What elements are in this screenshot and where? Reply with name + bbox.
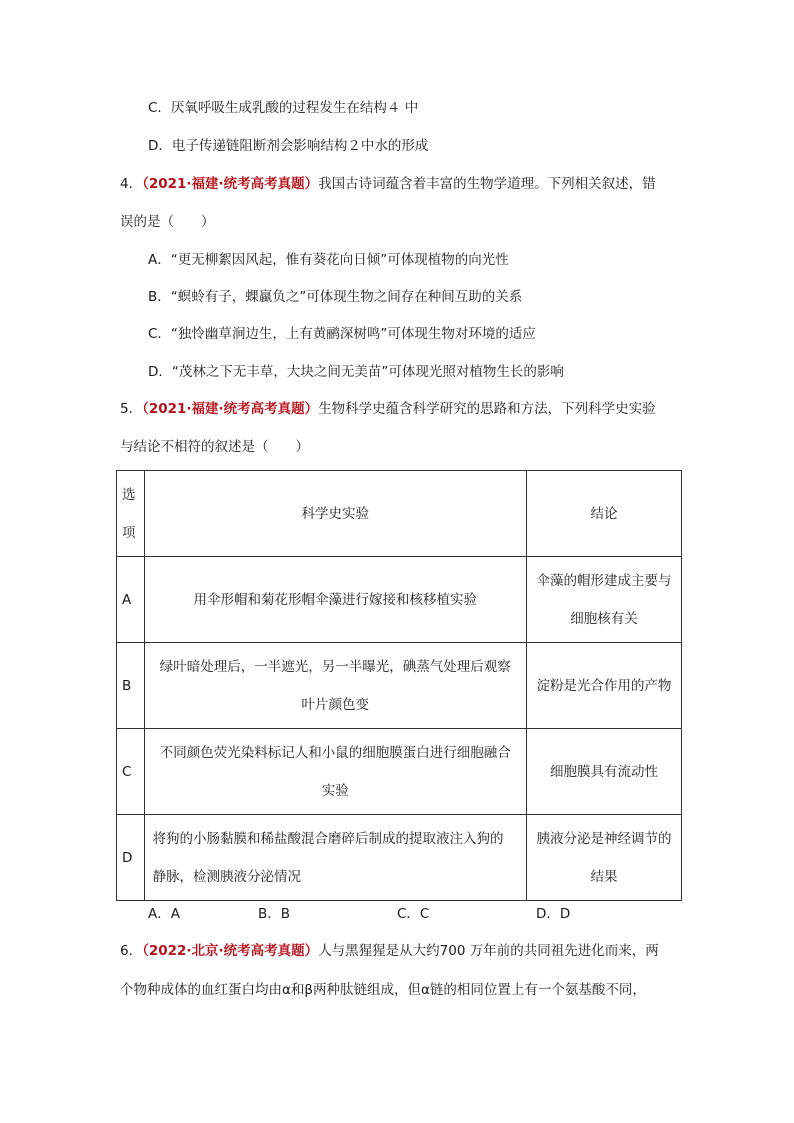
q5-answer-c: C．C	[397, 906, 430, 922]
row-conclusion	[527, 729, 682, 815]
row-option: C	[117, 729, 145, 815]
row-conclusion	[527, 643, 682, 729]
q4-source: （2021·福建·统考高考真题）	[142, 176, 319, 192]
row-conclusion-line2: 结果	[590, 868, 618, 885]
q6-number: 6．	[120, 943, 143, 959]
header-option	[117, 471, 145, 557]
row-experiment-line1: 绿叶暗处理后，一半遮光，另一半曝光，碘蒸气处理后观察	[159, 658, 511, 675]
row-conclusion-line1: 胰液分泌是神经调节的	[536, 830, 672, 847]
row-experiment	[144, 643, 527, 729]
row-option: D	[117, 815, 145, 901]
q6-source: （2022·北京·统考高考真题）	[142, 943, 319, 959]
q6-stem-text: 人与黑猩猩是从大约700 万年前的共同祖先进化而来，两	[318, 943, 659, 959]
q4-number: 4．	[120, 176, 143, 192]
row-conclusion-line1: 细胞膜具有流动性	[550, 763, 658, 780]
q5-answer-d: D．D	[536, 906, 571, 922]
header-conclusion: 结论	[527, 471, 682, 557]
header-option-line1: 选	[122, 486, 136, 503]
table-header-row	[117, 471, 682, 557]
q5-stem-line1	[120, 399, 656, 419]
row-experiment-line2: 静脉，检测胰液分泌情况	[152, 868, 301, 885]
q4-option-b: B．“螟蛉有子，蜾蠃负之”可体现生物之间存在种间互助的关系	[148, 289, 523, 305]
q5-answer-b: B．B	[258, 906, 291, 922]
row-experiment	[144, 557, 527, 643]
table-row	[117, 643, 682, 729]
q6-stem-line2: 个物种成体的血红蛋白均由α和β两种肽链组成，但α链的相同位置上有一个氨基酸不同，	[120, 982, 646, 998]
row-experiment-line1: 用伞形帽和菊花形帽伞藻进行嫁接和核移植实验	[193, 591, 477, 608]
header-option-line2: 项	[122, 524, 136, 541]
q4-stem-line1	[120, 174, 656, 194]
row-experiment	[144, 815, 527, 901]
row-conclusion	[527, 557, 682, 643]
q5-stem-line2: 与结论不相符的叙述是（ ）	[120, 439, 309, 455]
table-row	[117, 815, 682, 901]
q3-option-d: D．电子传递链阻断剂会影响结构２中水的形成	[148, 138, 429, 154]
q5-table	[116, 470, 682, 901]
row-experiment-line2: 实验	[321, 782, 349, 799]
row-experiment	[144, 729, 527, 815]
row-experiment-line2: 叶片颜色变	[301, 696, 369, 713]
row-conclusion	[527, 815, 682, 901]
q6-stem-line1	[120, 941, 659, 961]
q4-stem-text: 我国古诗词蕴含着丰富的生物学道理。下列相关叙述，错	[318, 176, 656, 192]
q4-option-c: C．“独怜幽草涧边生，上有黄鹂深树鸣”可体现生物对环境的适应	[148, 326, 536, 342]
row-option: B	[117, 643, 145, 729]
q5-answer-a: A．A	[148, 906, 180, 922]
q4-option-d: D．“茂林之下无丰草，大块之间无美苗”可体现光照对植物生长的影响	[148, 364, 564, 380]
table-row	[117, 557, 682, 643]
row-conclusion-line1: 淀粉是光合作用的产物	[536, 677, 672, 694]
q5-source: （2021·福建·统考高考真题）	[142, 401, 319, 417]
q5-stem-text: 生物科学史蕴含科学研究的思路和方法，下列科学史实验	[318, 401, 656, 417]
row-option: A	[117, 557, 145, 643]
q3-option-c: C．厌氧呼吸生成乳酸的过程发生在结构４ 中	[148, 100, 419, 116]
q5-number: 5．	[120, 401, 143, 417]
row-conclusion-line2: 细胞核有关	[570, 610, 638, 627]
header-experiment: 科学史实验	[144, 471, 527, 557]
table-row	[117, 729, 682, 815]
row-experiment-line1: 不同颜色荧光染料标记人和小鼠的细胞膜蛋白进行细胞融合	[159, 744, 511, 761]
q4-stem-line2: 误的是（ ）	[120, 214, 215, 230]
row-experiment-line1: 将狗的小肠黏膜和稀盐酸混合磨碎后制成的提取液注入狗的	[152, 830, 504, 847]
q4-option-a: A．“更无柳絮因风起，惟有葵花向日倾”可体现植物的向光性	[148, 252, 509, 268]
row-conclusion-line1: 伞藻的帽形建成主要与	[536, 572, 672, 589]
